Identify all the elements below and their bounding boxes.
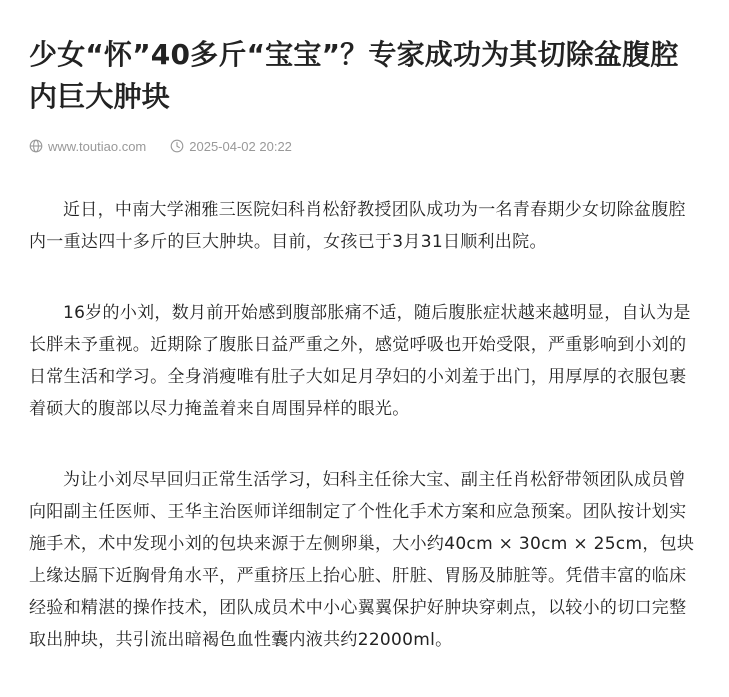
paragraph: 16岁的小刘，数月前开始感到腹部胀痛不适，随后腹胀症状越来越明显，自认为是长胖未予重视。近期除了腹胀日益严重之外，感觉呼吸也开始受限，严重影响到小刘的日常生活和学习。全身消瘦唯有肚子大如足月孕妇的小刘羞于出门，用厚厚的衣服包裹着硕大的腹部以尽力掩盖着来自周围异样的眼光。 [29,303,691,419]
globe-icon [29,139,43,153]
clock-icon [170,139,184,153]
article-title: 少女“怀”40多斤“宝宝”？专家成功为其切除盆腹腔内巨大肿块 [29,38,679,113]
source-meta[interactable] [29,139,146,154]
publish-time: 2025-04-02 20:22 [189,138,292,154]
time-meta [170,139,292,154]
article [29,34,701,695]
paragraph: 近日，中南大学湘雅三医院妇科肖松舒教授团队成功为一名青春期少女切除盆腹腔内一重达四十多斤的巨大肿块。目前，女孩已于3月31日顺利出院。 [29,200,686,252]
article-body [29,194,701,656]
paragraph: 为让小刘尽早回归正常生活学习，妇科主任徐大宝、副主任肖松舒带领团队成员曾向阳副主任医师、王华主治医师详细制定了个性化手术方案和应急预案。团队按计划实施手术，术中发现小刘的包块来源于左侧卵巢，大小约40cm × 30cm × 25cm，包块上缘达膈下近胸骨角水平，严重挤压上抬心脏、肝脏、胃肠及肺脏等。凭借丰富的临床经验和精湛的操作技术，团队成员术中小心翼翼保护好肿块穿刺点，以较小的切口完整取出肿块，共引流出暗褐色血性囊内液共约22000ml。 [29,470,695,650]
source-link[interactable]: www.toutiao.com [48,138,147,154]
article-meta [29,136,701,156]
